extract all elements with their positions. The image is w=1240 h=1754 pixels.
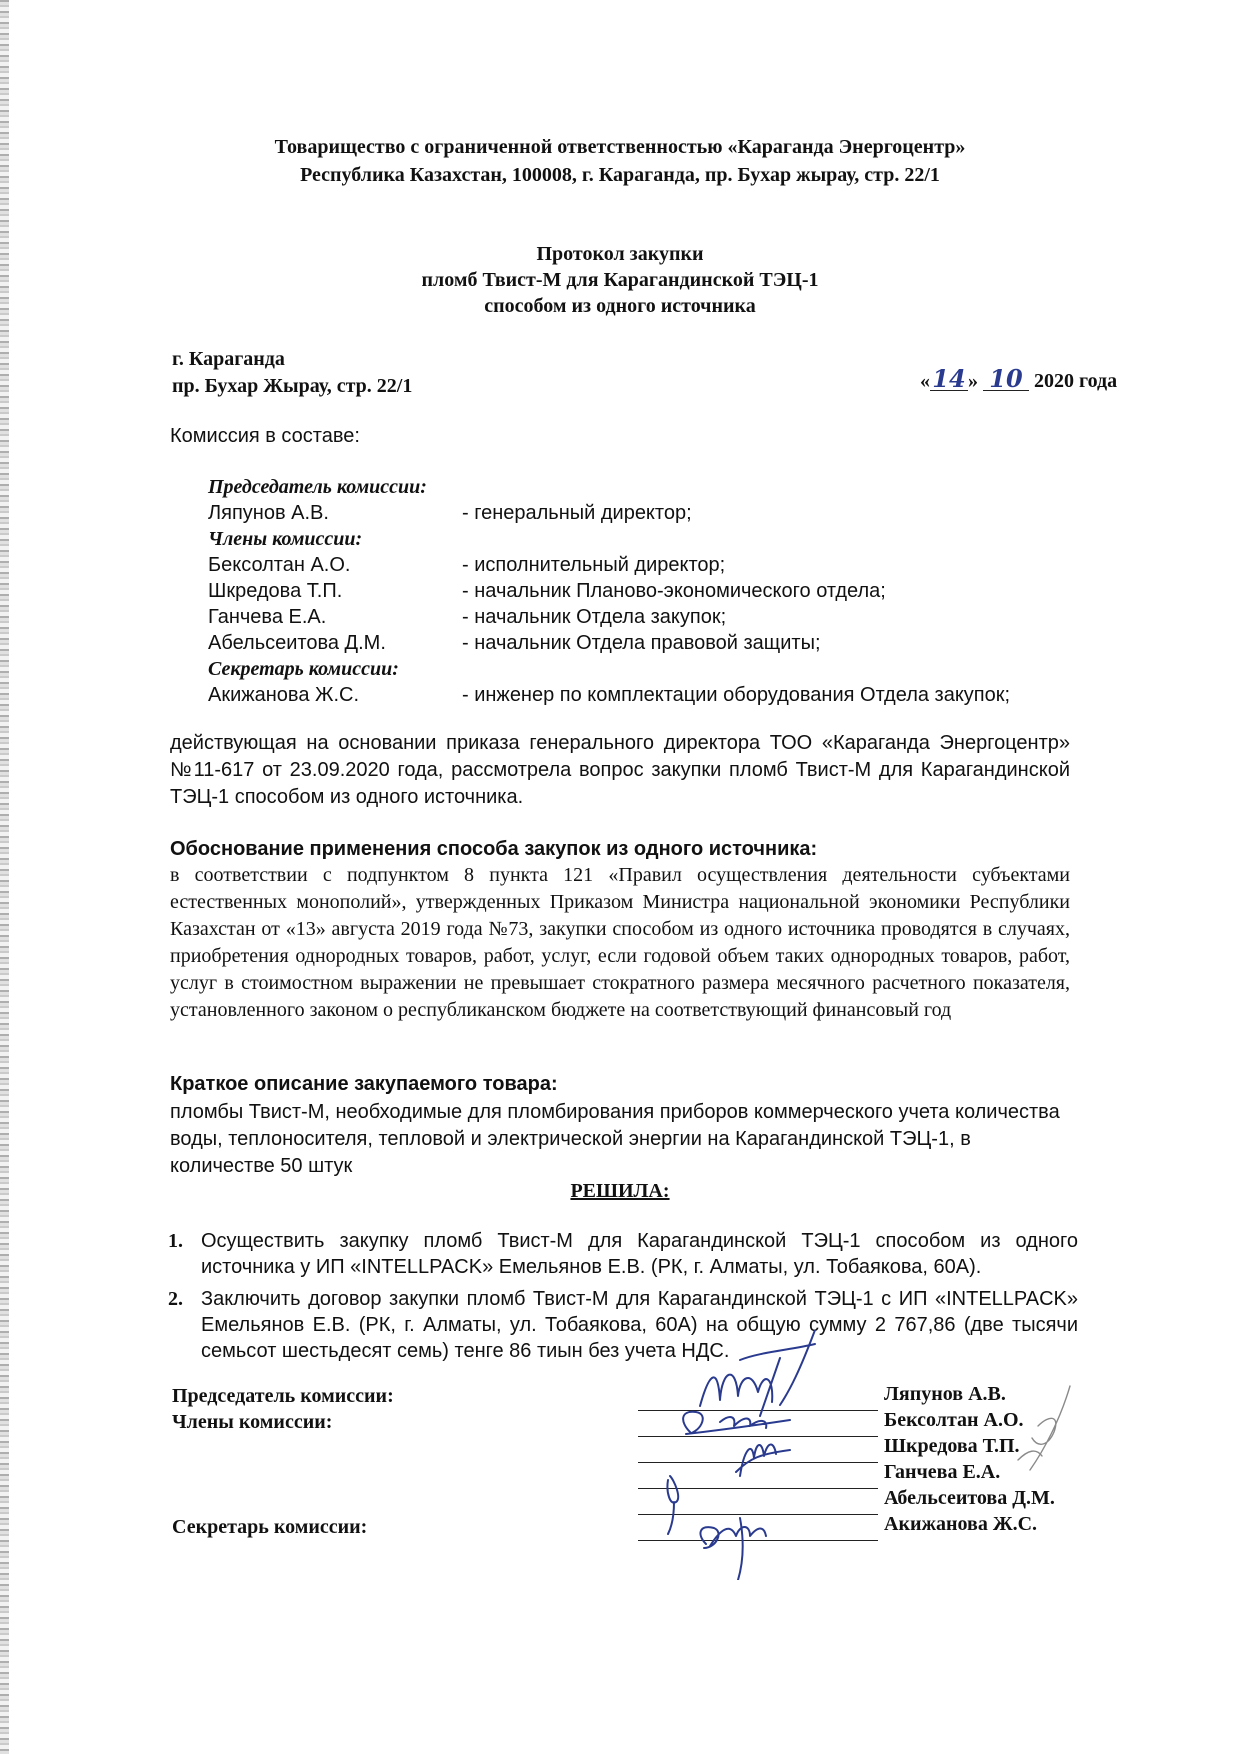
signatory-name: Бексолтан А.О. [884, 1409, 1024, 1431]
protocol-date [920, 364, 1140, 393]
member-role: - начальник Отдела закупок; [462, 606, 727, 628]
justification-heading: Обоснование применения способа закупок из одного источника: [170, 838, 818, 860]
protocol-method: способом из одного источника [484, 295, 756, 317]
signature-scribble [667, 1476, 678, 1534]
organization-address: Республика Казахстан, 100008, г. Караганда, пр. Бухар жырау, стр. 22/1 [300, 164, 940, 186]
chair-name: Ляпунов А.В. [208, 502, 329, 524]
date-close-quote: » [968, 370, 978, 392]
decision-item-number: 1. [168, 1230, 183, 1252]
signature-secretary-label: Секретарь комиссии: [172, 1516, 368, 1538]
decision-item-text: Заключить договор закупки пломб Твист-М для Карагандинской ТЭЦ-1 с ИП «INTELLPACK» Емельянов Е.В. (РК, г. Алматы, ул. Тобаякова, 60А) на общую сумму 2 767,86 (две тысячи семьсот шестьдесят семь) тенге 86 тиын без учета НДС. [201, 1288, 1078, 1362]
place-address: пр. Бухар Жырау, стр. 22/1 [172, 375, 413, 397]
chair-role: - генеральный директор; [462, 502, 692, 524]
secretary-row [208, 684, 1108, 710]
date-open-quote: « [920, 370, 930, 392]
signatory-name: Ляпунов А.В. [884, 1383, 1006, 1405]
decision-heading: РЕШИЛА: [570, 1180, 670, 1202]
member-row [208, 580, 1108, 606]
secretary-role: - инженер по комплектации оборудования Отдела закупок; [462, 684, 1011, 706]
place-city: г. Караганда [172, 348, 285, 370]
commission-list [208, 476, 1108, 710]
organization-name: Товарищество с ограниченной ответственностью «Караганда Энергоцентр» [274, 136, 966, 158]
signature-scribble [736, 1445, 790, 1477]
handwritten-signatures [640, 1330, 1100, 1580]
signature-members-label: Члены комиссии: [172, 1411, 333, 1433]
member-row [208, 554, 1108, 580]
protocol-subject: пломб Твист-М для Карагандинской ТЭЦ-1 [421, 269, 819, 291]
signatory-name: Шкредова Т.П. [884, 1435, 1020, 1457]
commission-intro: Комиссия в составе: [170, 425, 360, 447]
member-role: - начальник Планово-экономического отдела; [462, 580, 886, 602]
decision-item [168, 1228, 1078, 1280]
basis-paragraph: действующая на основании приказа генерального директора ТОО «Караганда Энергоцентр» №11-617 от 23.09.2020 года, рассмотрела вопрос закупки пломб Твист-М для Карагандинской ТЭЦ-1 способом из одного источника. [170, 732, 1070, 808]
protocol-title: Протокол закупки [536, 243, 704, 265]
signature-scribble [780, 1330, 815, 1405]
member-row [208, 632, 1108, 658]
secretary-name: Акижанова Ж.С. [208, 684, 360, 706]
decision-item-text: Осуществить закупку пломб Твист-М для Карагандинской ТЭЦ-1 способом из одного источника у ИП «INTELLPACK» Емельянов Е.В. (РК, г. Алматы, ул. Тобаякова, 60А). [201, 1230, 1078, 1278]
justification-text: в соответствии с подпунктом 8 пункта 121 «Правил осуществления деятельности субъектами естественных монополий», утвержденных Приказом Министра национальной экономики Республики Казахстан от «13» августа 2019 года №73, закупки способом из одного источника проводятся в случаях, приобретения однородных товаров, работ, услуг, если годовой объем таких однородных товаров, работ, услуг в стоимостном выражении не превышает стократного размера месячного расчетного показателя, установленного законом о республиканском бюджете на соответствующий финансовый год [170, 864, 1070, 1021]
signature-scribble [1018, 1386, 1070, 1470]
signature-scribble [700, 1344, 815, 1416]
signatory-name: Абельсеитова Д.М. [884, 1487, 1055, 1509]
description-text: пломбы Твист-М, необходимые для пломбирования приборов коммерческого учета количества воды, теплоносителя, тепловой и электрической энергии на Карагандинской ТЭЦ-1, в количестве 50 штук [170, 1101, 1060, 1177]
decision-item-number: 2. [168, 1288, 183, 1310]
member-name: Бексолтан А.О. [208, 554, 351, 576]
description-heading: Краткое описание закупаемого товара: [170, 1073, 558, 1095]
member-name: Абельсеитова Д.М. [208, 632, 386, 654]
member-name: Ганчева Е.А. [208, 606, 327, 628]
date-day: 14 [930, 368, 968, 391]
member-row [208, 606, 1108, 632]
members-heading: Члены комиссии: [208, 528, 363, 550]
member-role: - начальник Отдела правовой защиты; [462, 632, 821, 654]
signature-scribble [683, 1412, 790, 1434]
chair-row [208, 502, 1108, 528]
member-role: - исполнительный директор; [462, 554, 726, 576]
chair-heading: Председатель комиссии: [208, 476, 427, 498]
member-name: Шкредова Т.П. [208, 580, 343, 602]
signature-chair-label: Председатель комиссии: [172, 1385, 394, 1407]
secretary-heading: Секретарь комиссии: [208, 658, 399, 680]
signatory-name: Ганчева Е.А. [884, 1461, 1001, 1483]
date-month: 10 [983, 368, 1029, 391]
date-year: 2020 года [1034, 370, 1118, 392]
signature-scribble [700, 1518, 766, 1580]
signatory-name: Акижанова Ж.С. [884, 1513, 1038, 1535]
